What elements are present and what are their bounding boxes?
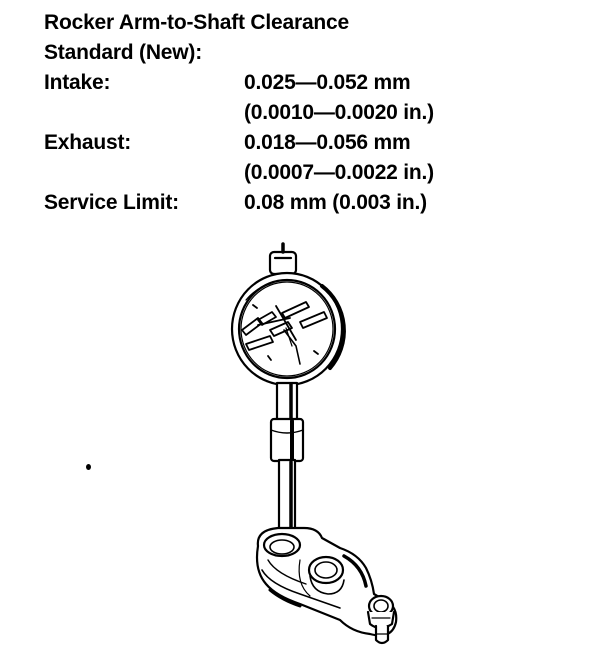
- service-limit-value: 0.08 mm (0.003 in.): [244, 191, 427, 214]
- intake-value-in: (0.0010—0.0020 in.): [244, 101, 434, 124]
- exhaust-label: Exhaust:: [44, 131, 132, 154]
- service-limit-label: Service Limit:: [44, 191, 179, 214]
- intake-value-mm: 0.025—0.052 mm: [244, 71, 411, 94]
- intake-label: Intake:: [44, 71, 111, 94]
- stem-collar: [271, 419, 303, 461]
- exhaust-value-mm: 0.018—0.056 mm: [244, 131, 411, 154]
- exhaust-value-in: (0.0007—0.0022 in.): [244, 161, 434, 184]
- plunger-cap: [270, 244, 296, 274]
- spec-title: Rocker Arm-to-Shaft Clearance: [44, 11, 350, 34]
- adjusting-screw: [368, 596, 394, 643]
- indicator-stem-upper: [277, 383, 297, 421]
- standard-label: Standard (New):: [44, 41, 203, 64]
